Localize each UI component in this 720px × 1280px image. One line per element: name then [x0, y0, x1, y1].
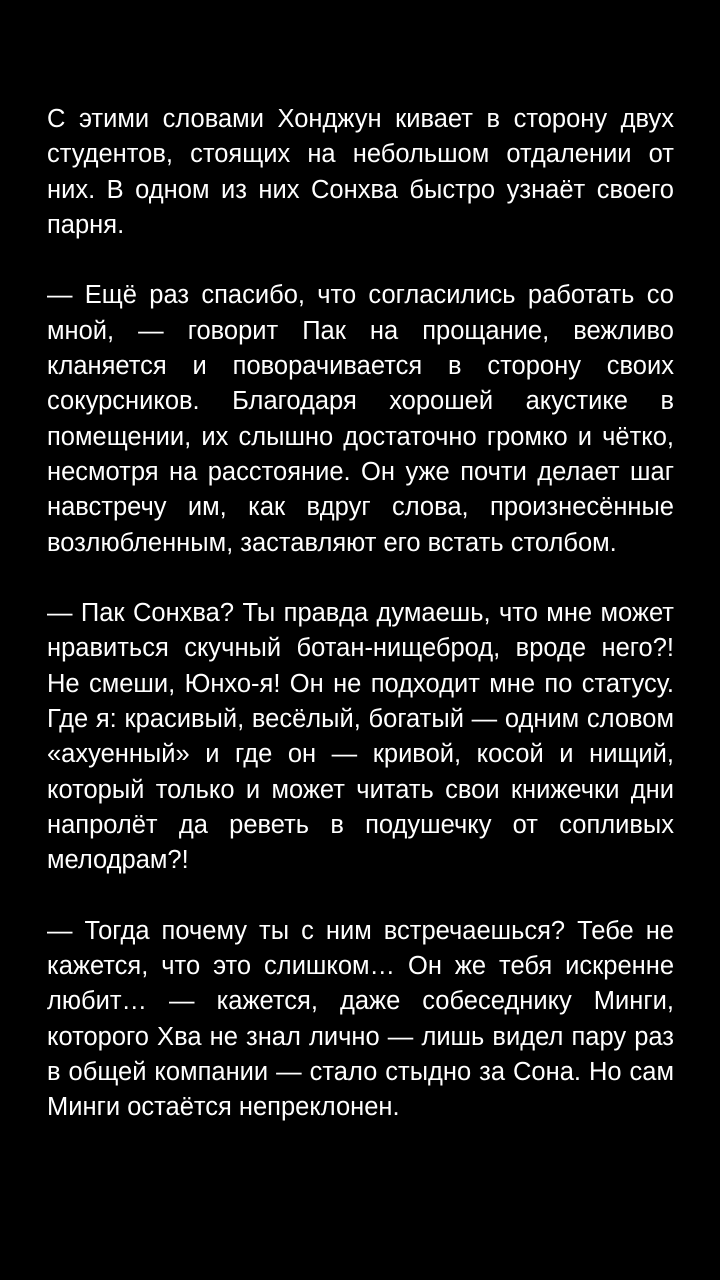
- paragraph-4: — Тогда почему ты с ним встречаешься? Тебе не кажется, что это слишком… Он же тебя искренне любит… — кажется, даже собеседнику Минги, которого Хва не знал лично — лишь видел пару раз в общей компании — стало стыдно за Сона. Но сам Минги остаётся непреклонен.: [47, 916, 674, 1122]
- story-text: [47, 102, 674, 1161]
- paragraph-2: — Ещё раз спасибо, что согласились работать со мной, — говорит Пак на прощание, вежливо кланяется и поворачивается в сторону своих сокурсников. Благодаря хорошей акустике в помещении, их слышно достаточно громко и чётко, несмотря на расстояние. Он уже почти делает шаг навстречу им, как вдруг слова, произнесённые возлюбленным, заставляют его встать столбом.: [47, 281, 674, 557]
- paragraph-3: — Пак Сонхва? Ты правда думаешь, что мне может нравиться скучный ботан-нищеброд, вроде него?! Не смеши, Юнхо-я! Он не подходит мне по статусу. Где я: красивый, весёлый, богатый — одним словом «ахуенный» и где он — кривой, косой и нищий, который только и может читать свои книжечки дни напролёт да реветь в подушечку от сопливых мелодрам?!: [47, 599, 674, 875]
- paragraph-1: С этими словами Хонджун кивает в сторону двух студентов, стоящих на небольшом отдалении от них. В одном из них Сонхва быстро узнаёт своего парня.: [47, 105, 674, 239]
